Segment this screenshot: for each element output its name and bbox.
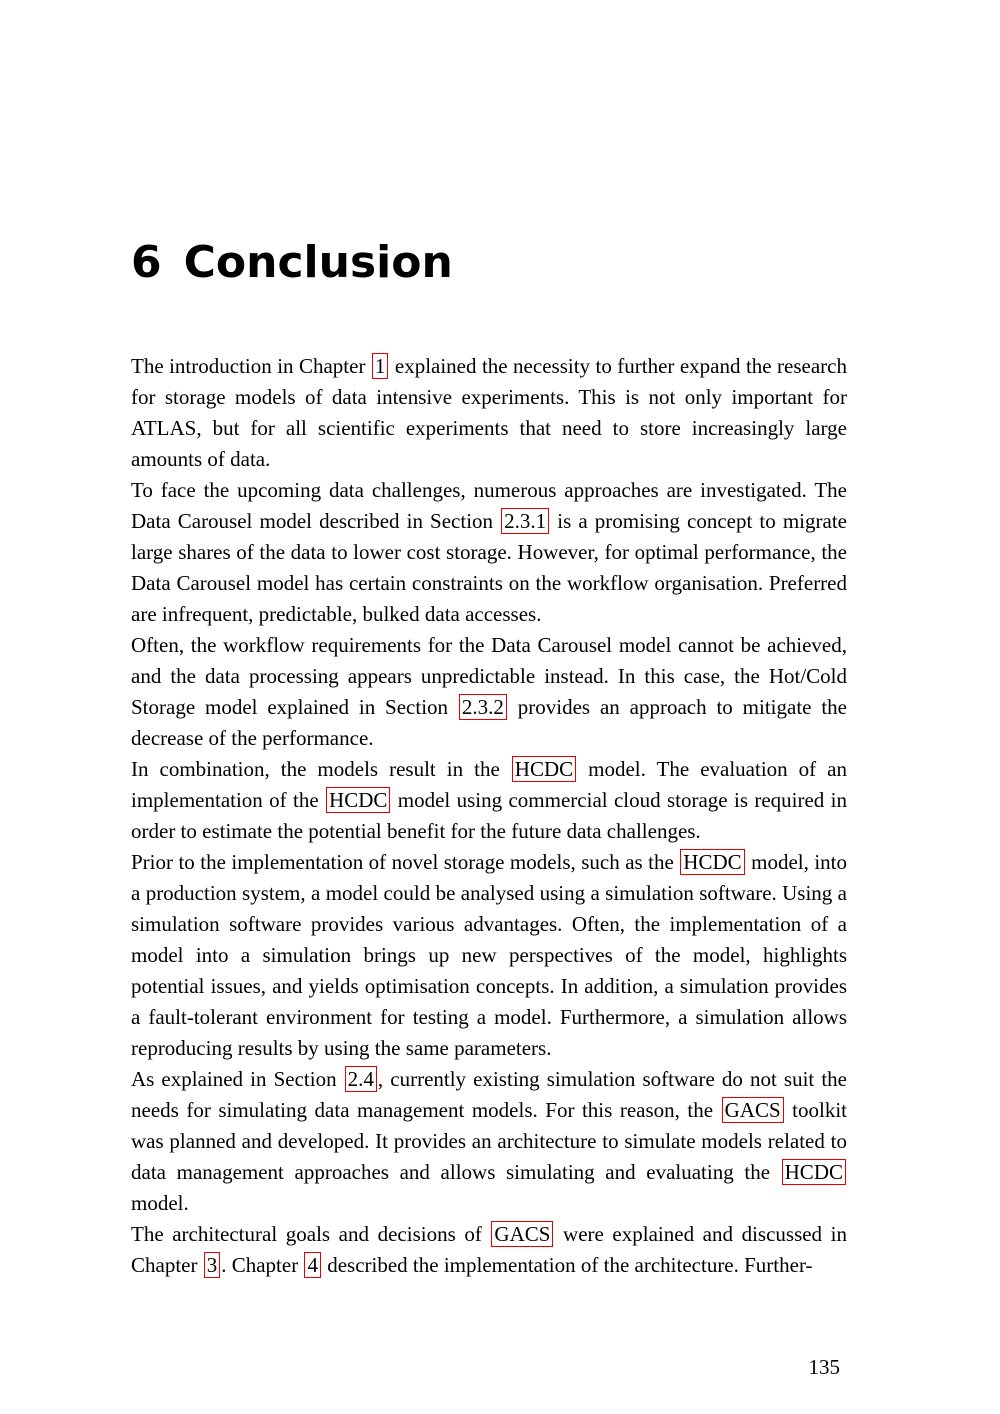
text-run: In combination, the models result in the xyxy=(131,757,511,781)
cross-reference-link[interactable]: 3 xyxy=(204,1252,221,1278)
text-run: model. The evaluation of an implementation of the xyxy=(131,757,847,812)
chapter-heading xyxy=(131,237,453,288)
body-text xyxy=(131,351,847,1281)
text-run: explained the necessity to further expand the research for storage models of data intensive experiments. This is not only important for ATLAS, but for all scientific experiments that need to store increasingly large amounts of data. xyxy=(131,354,847,471)
text-run: Often, the workflow requirements for the Data Carousel model cannot be achieved, and the data processing appears unpredictable instead. In this case, the Hot/Cold Storage model explained in Section xyxy=(131,633,847,719)
cross-reference-link[interactable]: GACS xyxy=(491,1221,553,1247)
text-run: . Chapter xyxy=(221,1253,304,1277)
text-run: toolkit was planned and developed. It provides an architecture to simulate models related to data management approaches and allows simulating and evaluating the xyxy=(131,1098,848,1184)
paragraph xyxy=(131,630,847,754)
paragraph xyxy=(131,351,847,475)
paragraph xyxy=(131,1219,847,1281)
paragraph xyxy=(131,847,847,1064)
text-run: , currently existing simulation software do not suit the needs for simulating data management models. For this reason, the xyxy=(131,1067,848,1122)
text-run: As explained in Section xyxy=(131,1067,344,1091)
cross-reference-link[interactable]: 4 xyxy=(304,1252,321,1278)
text-run: To face the upcoming data challenges, numerous approaches are investigated. The Data Carousel model described in Section xyxy=(131,478,847,533)
chapter-title: Conclusion xyxy=(183,237,453,288)
text-run: is a promising concept to migrate large shares of the data to lower cost storage. However, for optimal performance, the Data Carousel model has certain constraints on the workflow organisation. Preferred are infrequent, predictable, bulked data accesses. xyxy=(131,509,847,626)
text-run: model, into a production system, a model could be analysed using a simulation software. Using a simulation software provides various advantages. Often, the implementation of a model into a simulation brings up new perspectives of the model, highlights potential issues, and yields optimisation concepts. In addition, a simulation provides a fault-tolerant environment for testing a model. Furthermore, a simulation allows reproducing results by using the same parameters. xyxy=(131,850,847,1060)
cross-reference-link[interactable]: GACS xyxy=(722,1097,784,1123)
cross-reference-link[interactable]: HCDC xyxy=(512,756,576,782)
paragraph xyxy=(131,1064,847,1219)
text-run: model. xyxy=(131,1191,189,1215)
text-run: were explained and discussed in Chapter xyxy=(131,1222,847,1277)
text-run: The introduction in Chapter xyxy=(131,354,371,378)
text-run: model using commercial cloud storage is required in order to estimate the potential benefit for the future data challenges. xyxy=(131,788,848,843)
paragraph xyxy=(131,475,847,630)
text-run: described the implementation of the architecture. Further- xyxy=(321,1253,813,1277)
cross-reference-link[interactable]: 1 xyxy=(372,353,389,379)
cross-reference-link[interactable]: HCDC xyxy=(680,849,744,875)
text-run: Prior to the implementation of novel storage models, such as the xyxy=(131,850,680,874)
cross-reference-link[interactable]: HCDC xyxy=(326,787,390,813)
text-run: The architectural goals and decisions of xyxy=(131,1222,491,1246)
cross-reference-link[interactable]: 2.3.1 xyxy=(501,508,549,534)
cross-reference-link[interactable]: 2.3.2 xyxy=(459,694,507,720)
paragraph xyxy=(131,754,847,847)
cross-reference-link[interactable]: HCDC xyxy=(782,1159,846,1185)
page-number: 135 xyxy=(808,1355,840,1379)
cross-reference-link[interactable]: 2.4 xyxy=(345,1066,377,1092)
chapter-number: 6 xyxy=(131,237,162,288)
text-run: provides an approach to mitigate the decrease of the performance. xyxy=(131,695,848,750)
